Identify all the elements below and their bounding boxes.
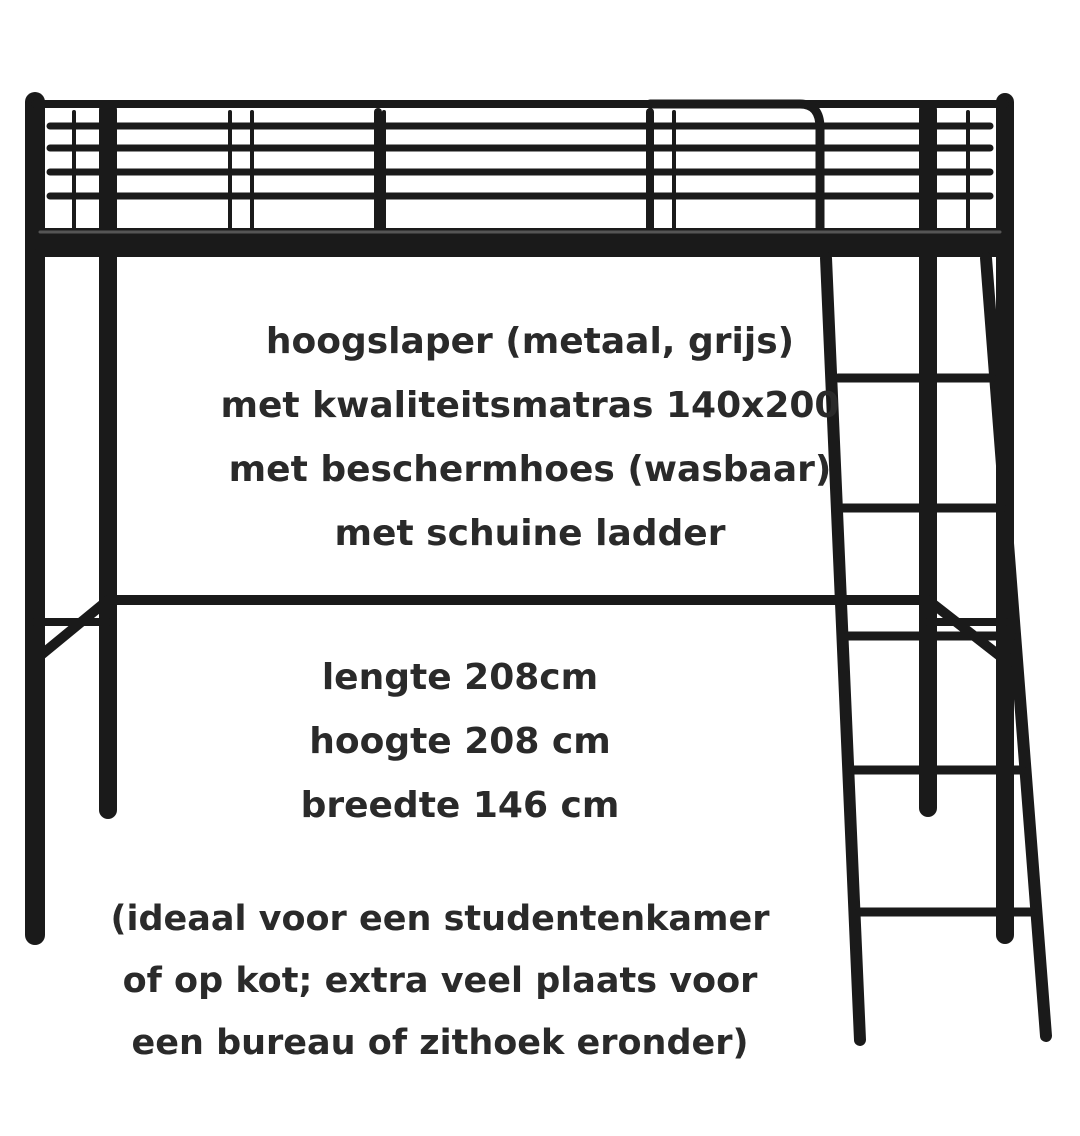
description-line: met beschermhoes (wasbaar): [228, 449, 832, 490]
description-line: met kwaliteitsmatras 140x200: [220, 385, 840, 426]
description-line: hoogslaper (metaal, grijs): [265, 321, 795, 362]
product-description: [0, 310, 1070, 566]
usage-note: [0, 888, 980, 1074]
dimension-length: lengte 208cm: [321, 657, 599, 698]
description-line: met schuine ladder: [334, 513, 726, 554]
note-line: een bureau of zithoek eronder): [131, 1023, 749, 1063]
dimension-width: breedte 146 cm: [300, 785, 620, 826]
note-line: (ideaal voor een studentenkamer: [110, 899, 770, 939]
dimension-height: hoogte 208 cm: [309, 721, 611, 762]
dimensions-block: [0, 646, 1000, 838]
note-line: of op kot; extra veel plaats voor: [122, 961, 758, 1001]
